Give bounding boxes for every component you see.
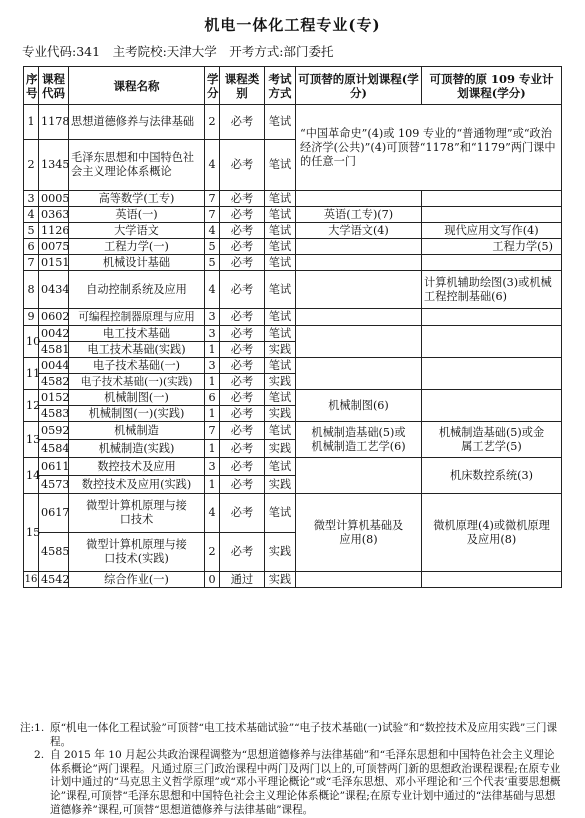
cell-name: 英语(一)	[69, 207, 205, 223]
cell-name: 数控技术及应用	[69, 458, 205, 476]
table-row	[24, 494, 562, 533]
cell-type: 必考	[220, 458, 265, 476]
cell-code: 0075	[39, 239, 69, 255]
table-row	[24, 191, 562, 207]
table-row	[24, 358, 562, 374]
cell-replace-109: 工程力学(5)	[422, 239, 562, 255]
cell-replace-orig	[296, 271, 422, 309]
cell-exam: 笔试	[265, 105, 296, 140]
cell-code: 0152	[39, 390, 69, 406]
cell-credit: 7	[205, 207, 220, 223]
cell-seq: 3	[24, 191, 39, 207]
cell-name: 机械制造	[69, 422, 205, 440]
cell-seq: 7	[24, 255, 39, 271]
cell-seq: 12	[24, 390, 39, 422]
cell-type: 必考	[220, 476, 265, 494]
cell-exam: 笔试	[265, 191, 296, 207]
header-replace-109: 可顶替的原 109 专业计划课程(学分)	[422, 67, 562, 105]
cell-exam: 笔试	[265, 390, 296, 406]
cell-replace-109	[422, 572, 562, 588]
table-row	[24, 390, 562, 406]
cell-replace-109: 微机原理(4)或微机原理及应用(8)	[422, 494, 562, 572]
header-row	[24, 67, 562, 105]
table-row	[24, 255, 562, 271]
cell-exam: 笔试	[265, 309, 296, 326]
cell-name: 工程力学(一)	[69, 239, 205, 255]
cell-credit: 4	[205, 494, 220, 533]
cell-credit: 2	[205, 533, 220, 572]
cell-code: 1178	[39, 105, 69, 140]
notes-label: 注:	[20, 722, 35, 734]
cell-name: 电工技术基础	[69, 326, 205, 342]
cell-type: 必考	[220, 105, 265, 140]
page-title: 机电一体化工程专业(专)	[204, 16, 381, 34]
header-replace-orig: 可顶替的原计划课程(学分)	[296, 67, 422, 105]
cell-type: 必考	[220, 255, 265, 271]
cell-exam: 笔试	[265, 207, 296, 223]
cell-type: 通过	[220, 572, 265, 588]
cell-credit: 1	[205, 374, 220, 390]
cell-exam: 实践	[265, 476, 296, 494]
cell-seq: 6	[24, 239, 39, 255]
cell-credit: 7	[205, 422, 220, 440]
cell-credit: 3	[205, 458, 220, 476]
cell-exam: 笔试	[265, 326, 296, 342]
cell-type: 必考	[220, 191, 265, 207]
cell-name: 机械设计基础	[69, 255, 205, 271]
cell-exam: 笔试	[265, 494, 296, 533]
cell-type: 必考	[220, 406, 265, 422]
cell-replace-109	[422, 309, 562, 326]
cell-name: 数控技术及应用(实践)	[69, 476, 205, 494]
cell-credit: 1	[205, 406, 220, 422]
cell-name: 自动控制系统及应用	[69, 271, 205, 309]
cell-exam: 实践	[265, 533, 296, 572]
cell-name: 机械制图(一)(实践)	[69, 406, 205, 422]
cell-seq: 1	[24, 105, 39, 140]
cell-code: 1345	[39, 140, 69, 191]
cell-replace-109: 现代应用文写作(4)	[422, 223, 562, 239]
cell-seq: 9	[24, 309, 39, 326]
cell-exam: 笔试	[265, 422, 296, 440]
cell-code: 0611	[39, 458, 69, 476]
cell-type: 必考	[220, 358, 265, 374]
cell-seq: 8	[24, 271, 39, 309]
cell-code: 4583	[39, 406, 69, 422]
cell-code: 4582	[39, 374, 69, 390]
cell-code: 0434	[39, 271, 69, 309]
cell-seq: 11	[24, 358, 39, 390]
notes-section	[20, 722, 565, 817]
cell-code: 4584	[39, 440, 69, 458]
cell-type: 必考	[220, 533, 265, 572]
cell-type: 必考	[220, 440, 265, 458]
cell-code: 4573	[39, 476, 69, 494]
cell-type: 必考	[220, 309, 265, 326]
cell-code: 0042	[39, 326, 69, 342]
cell-credit: 4	[205, 271, 220, 309]
table-row	[24, 326, 562, 342]
cell-code: 4542	[39, 572, 69, 588]
cell-replace-orig	[296, 326, 422, 358]
cell-replace-orig	[296, 572, 422, 588]
header-name: 课程名称	[69, 67, 205, 105]
cell-code: 4581	[39, 342, 69, 358]
note-2	[20, 749, 565, 817]
cell-exam: 实践	[265, 440, 296, 458]
cell-replace-orig	[296, 255, 422, 271]
cell-replace-orig	[296, 309, 422, 326]
cell-replace-orig: 机械制图(6)	[296, 390, 422, 422]
cell-type: 必考	[220, 223, 265, 239]
cell-credit: 1	[205, 476, 220, 494]
cell-replace-orig	[296, 358, 422, 390]
cell-exam: 笔试	[265, 255, 296, 271]
cell-exam: 笔试	[265, 223, 296, 239]
cell-replace-109	[422, 255, 562, 271]
cell-code: 0005	[39, 191, 69, 207]
cell-replace-109	[422, 191, 562, 207]
header-seq: 序号	[24, 67, 39, 105]
table-row	[24, 572, 562, 588]
table-row	[24, 422, 562, 440]
cell-exam: 实践	[265, 374, 296, 390]
cell-name: 电子技术基础(一)(实践)	[69, 374, 205, 390]
cell-credit: 7	[205, 191, 220, 207]
cell-credit: 4	[205, 140, 220, 191]
cell-replace-orig: 机械制造基础(5)或机械制造工艺学(6)	[296, 422, 422, 458]
table-row	[24, 239, 562, 255]
cell-replace-orig	[296, 191, 422, 207]
cell-type: 必考	[220, 494, 265, 533]
cell-credit: 1	[205, 342, 220, 358]
cell-replace-109	[422, 358, 562, 390]
cell-credit: 3	[205, 309, 220, 326]
cell-code: 0151	[39, 255, 69, 271]
cell-exam: 实践	[265, 406, 296, 422]
table-row	[24, 271, 562, 309]
cell-seq: 2	[24, 140, 39, 191]
cell-type: 必考	[220, 422, 265, 440]
cell-code: 0044	[39, 358, 69, 374]
cell-name: 思想道德修养与法律基础	[69, 105, 205, 140]
table-row	[24, 223, 562, 239]
cell-type: 必考	[220, 271, 265, 309]
cell-credit: 4	[205, 223, 220, 239]
cell-replace-109: 计算机辅助绘图(3)或机械工程控制基础(6)	[422, 271, 562, 309]
note-2-text: 自 2015 年 10 月起公共政治课程调整为“思想道德修养与法律基础”和“毛泽东思想和中国特色社会主义理论体系概论”两门课程。凡通过原三门政治课程中两门及两门以上的,可顶替两门新的思想政治课程课程;在原专业计划中通过的“马克思主义哲学原理”或“邓小平理论概论”或“毛泽东思想、邓小平理论和‘三个代表’重要思想概论”课程,可顶替“毛泽东思想和中国特色社会主义理论体系概论”课程;在原专业计划中通过的“法律基础与思想道德修养”课程,可顶替“思想道德修养与法律基础”课程。	[50, 749, 561, 816]
cell-exam: 笔试	[265, 239, 296, 255]
cell-code: 0617	[39, 494, 69, 533]
cell-seq: 14	[24, 458, 39, 494]
cell-name: 微型计算机原理与接口技术(实践)	[69, 533, 205, 572]
cell-seq: 13	[24, 422, 39, 458]
cell-credit: 3	[205, 358, 220, 374]
cell-name: 可编程控制器原理与应用	[69, 309, 205, 326]
cell-seq: 4	[24, 207, 39, 223]
cell-name: 大学语文	[69, 223, 205, 239]
header-credit: 学分	[205, 67, 220, 105]
cell-name: 机械制造(实践)	[69, 440, 205, 458]
course-table	[23, 66, 562, 588]
cell-credit: 5	[205, 255, 220, 271]
table-row	[24, 105, 562, 140]
cell-credit: 5	[205, 239, 220, 255]
cell-seq: 10	[24, 326, 39, 358]
cell-name: 毛泽东思想和中国特色社会主义理论体系概论	[69, 140, 205, 191]
cell-type: 必考	[220, 326, 265, 342]
cell-exam: 笔试	[265, 458, 296, 476]
cell-name: 微型计算机原理与接口技术	[69, 494, 205, 533]
cell-replace-orig	[296, 239, 422, 255]
cell-name: 电子技术基础(一)	[69, 358, 205, 374]
cell-seq: 15	[24, 494, 39, 572]
note-1-text: 原“机电一体化工程试验”可顶替“电工技术基础试验”“电子技术基础(一)试验”和“数控技术及应用实践”三门课程。	[50, 722, 558, 748]
cell-type: 必考	[220, 239, 265, 255]
cell-replace-orig: 英语(工专)(7)	[296, 207, 422, 223]
cell-type: 必考	[220, 390, 265, 406]
cell-replace-109: 机械制造基础(5)或金属工艺学(5)	[422, 422, 562, 458]
cell-replace-109	[422, 390, 562, 422]
cell-code: 1126	[39, 223, 69, 239]
cell-code: 0592	[39, 422, 69, 440]
cell-code: 0363	[39, 207, 69, 223]
cell-code: 0602	[39, 309, 69, 326]
cell-type: 必考	[220, 207, 265, 223]
cell-replace-109: 机床数控系统(3)	[422, 458, 562, 494]
cell-credit: 0	[205, 572, 220, 588]
table-row	[24, 207, 562, 223]
cell-name: 综合作业(一)	[69, 572, 205, 588]
cell-replace-politics: “中国革命史”(4)或 109 专业的“普通物理”或“政治经济学(公共)”(4)可顶替“1178”和“1179”两门课中的任意一门	[296, 105, 562, 191]
cell-name: 高等数学(工专)	[69, 191, 205, 207]
cell-exam: 笔试	[265, 271, 296, 309]
cell-seq: 16	[24, 572, 39, 588]
cell-exam: 笔试	[265, 358, 296, 374]
cell-code: 4585	[39, 533, 69, 572]
note-1	[20, 722, 565, 749]
cell-credit: 1	[205, 440, 220, 458]
cell-credit: 3	[205, 326, 220, 342]
note-1-number: 1.	[34, 722, 45, 734]
cell-credit: 6	[205, 390, 220, 406]
cell-name: 机械制图(一)	[69, 390, 205, 406]
header-type: 课程类别	[220, 67, 265, 105]
cell-exam: 笔试	[265, 140, 296, 191]
cell-type: 必考	[220, 374, 265, 390]
cell-type: 必考	[220, 342, 265, 358]
cell-name: 电工技术基础(实践)	[69, 342, 205, 358]
header-exam: 考试方式	[265, 67, 296, 105]
cell-replace-orig: 大学语文(4)	[296, 223, 422, 239]
note-2-number: 2.	[34, 749, 45, 762]
cell-replace-109	[422, 326, 562, 358]
cell-exam: 实践	[265, 572, 296, 588]
cell-replace-109	[422, 207, 562, 223]
header-code: 课程代码	[39, 67, 69, 105]
cell-type: 必考	[220, 140, 265, 191]
cell-replace-orig: 微型计算机基础及应用(8)	[296, 494, 422, 572]
table-row	[24, 458, 562, 476]
cell-replace-orig	[296, 458, 422, 494]
cell-credit: 2	[205, 105, 220, 140]
cell-exam: 实践	[265, 342, 296, 358]
major-info: 专业代码:341 主考院校:天津大学 开考方式:部门委托	[22, 44, 334, 59]
table-row	[24, 309, 562, 326]
cell-seq: 5	[24, 223, 39, 239]
